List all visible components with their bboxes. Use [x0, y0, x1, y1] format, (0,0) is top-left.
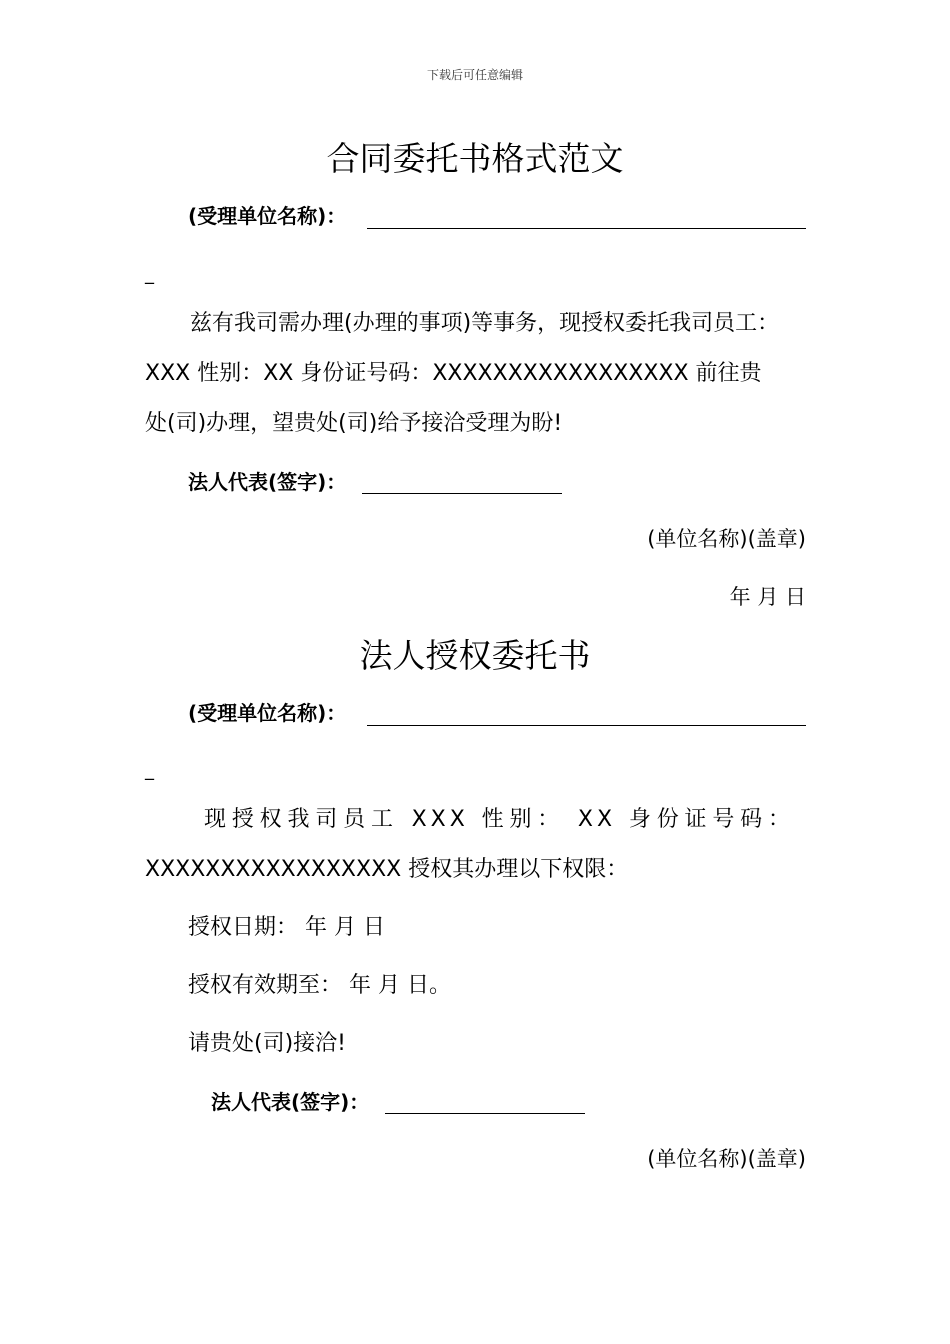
section1-paragraph-line3: 处(司)办理，望贵处(司)给予接洽受理为盼! [145, 411, 563, 436]
section2-valid-until: 授权有效期至： 年 月 日。 [188, 973, 451, 998]
section1-signature-blank [362, 493, 562, 494]
section2-title: 法人授权委托书 [359, 636, 591, 675]
section1-title: 合同委托书格式范文 [326, 139, 624, 178]
section1-dash: _ [145, 264, 154, 285]
section1-date: 年 月 日 [729, 585, 806, 609]
section1-recipient-blank [367, 228, 806, 229]
section1-seal: (单位名称)(盖章) [647, 527, 806, 551]
section2-signature-blank [385, 1113, 585, 1114]
section2-auth-date: 授权日期： 年 月 日 [188, 915, 385, 940]
section1-recipient-label: (受理单位名称)： [188, 204, 347, 228]
section2-paragraph-line1: 现授权我司员工 XXX 性别： XX 身份证号码： [204, 807, 794, 832]
section2-seal: (单位名称)(盖章) [647, 1147, 806, 1171]
section2-dash: _ [145, 760, 154, 781]
section1-signature-label: 法人代表(签字)： [188, 470, 347, 494]
section2-greeting: 请贵处(司)接洽! [188, 1031, 346, 1056]
section2-recipient-blank [367, 725, 806, 726]
section1-paragraph-line1: 兹有我司需办理(办理的事项)等事务，现授权委托我司员工： [190, 311, 780, 336]
section2-recipient-label: (受理单位名称)： [188, 701, 347, 725]
header-note: 下载后可任意编辑 [426, 68, 523, 82]
section2-signature-label: 法人代表(签字)： [211, 1090, 370, 1114]
section2-paragraph-line2: XXXXXXXXXXXXXXXXX 授权其办理以下权限： [145, 857, 629, 882]
section1-paragraph-line2: XXX 性别：XX 身份证号码：XXXXXXXXXXXXXXXXX 前往贵 [145, 361, 762, 386]
